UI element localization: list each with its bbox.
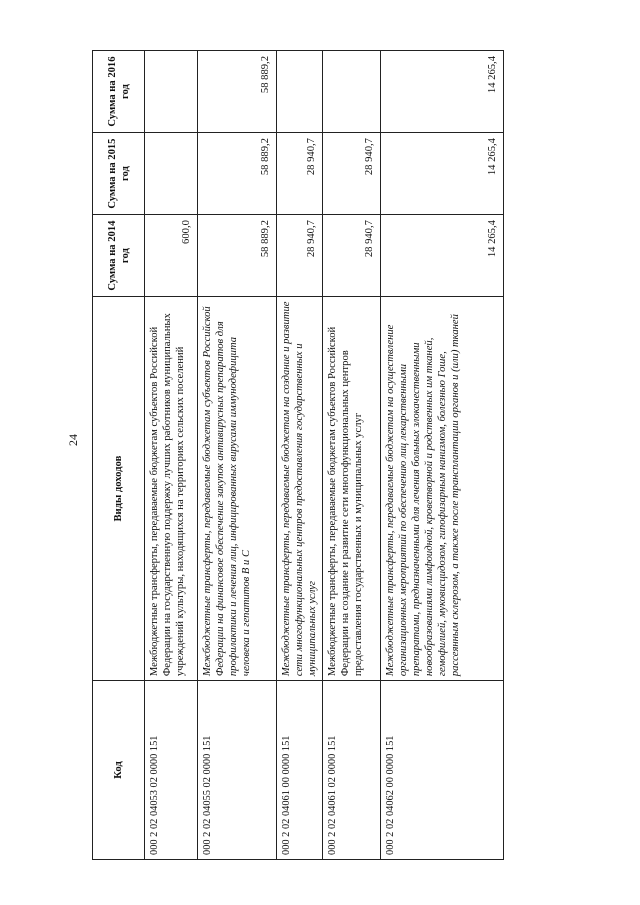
- row-code: 000 2 02 04062 00 0000 151: [381, 681, 504, 860]
- row-sum-2016: [277, 51, 323, 133]
- row-sum-2014: 14 265,4: [381, 215, 504, 297]
- row-code: 000 2 02 04061 02 0000 151: [323, 681, 381, 860]
- row-sum-2014: 28 940,7: [323, 215, 381, 297]
- table-row: [277, 51, 323, 860]
- header-income-type: Виды доходов: [93, 297, 145, 681]
- row-sum-2015: [145, 133, 198, 215]
- row-code: 000 2 02 04061 00 0000 151: [277, 681, 323, 860]
- header-sum-2015: Сумма на 2015 год: [93, 133, 145, 215]
- row-sum-2016: [323, 51, 381, 133]
- row-description: Межбюджетные трансферты, передаваемые бюджетам субъектов Российской Федерации на создание и развитие сети многофункциональных центров предоставления государственных и муниципальных услуг: [323, 297, 381, 681]
- row-sum-2015: 14 265,4: [381, 133, 504, 215]
- row-sum-2014: 58 889,2: [198, 215, 277, 297]
- row-description: Межбюджетные трансферты, передаваемые бюджетам субъектов Российской Федерации на финансовое обеспечение закупок антивирусных препаратов для профилактики и лечения лиц, инфицированных вирусами иммунодефицита человека и гепатитов B и C: [198, 297, 277, 681]
- row-description: Межбюджетные трансферты, передаваемые бюджетам на создание и развитие сети многофункциональных центров предоставления государственных и муниципальных услуг: [277, 297, 323, 681]
- row-description: Межбюджетные трансферты, передаваемые бюджетам субъектов Российской Федерации на государственную поддержку лучших работников муниципальных учреждений культуры, находящихся на территориях сельских поселений: [145, 297, 198, 681]
- table-row: [323, 51, 381, 860]
- row-sum-2016: 14 265,4: [381, 51, 504, 133]
- table-row: [381, 51, 504, 860]
- table-row: [145, 51, 198, 860]
- row-sum-2015: 58 889,2: [198, 133, 277, 215]
- row-code: 000 2 02 04053 02 0000 151: [145, 681, 198, 860]
- row-sum-2016: [145, 51, 198, 133]
- income-table: [92, 50, 504, 860]
- row-sum-2015: 28 940,7: [323, 133, 381, 215]
- rotated-table-container: [92, 50, 498, 860]
- header-sum-2016: Сумма на 2016 год: [93, 51, 145, 133]
- row-sum-2014: 28 940,7: [277, 215, 323, 297]
- row-description: Межбюджетные трансферты, передаваемые бюджетам на осуществление организационных мероприятий по обеспечению лиц лекарственными препаратами, предназначенными для лечения больных злокачественными новообразованиями лимфоидной, кроветворной и родственных им тканей, гемофилией, муковисцидозом, гипофизарным нанизмом, болезнью Гоше, рассеянным склерозом, а также после трансплантации органов и (или) тканей: [381, 297, 504, 681]
- page-number: 24: [66, 434, 80, 446]
- header-code: Код: [93, 681, 145, 860]
- table-row: [198, 51, 277, 860]
- header-sum-2014: Сумма на 2014 год: [93, 215, 145, 297]
- table-header-row: [93, 51, 145, 860]
- row-sum-2016: 58 889,2: [198, 51, 277, 133]
- row-code: 000 2 02 04055 02 0000 151: [198, 681, 277, 860]
- row-sum-2014: 600,0: [145, 215, 198, 297]
- row-sum-2015: 28 940,7: [277, 133, 323, 215]
